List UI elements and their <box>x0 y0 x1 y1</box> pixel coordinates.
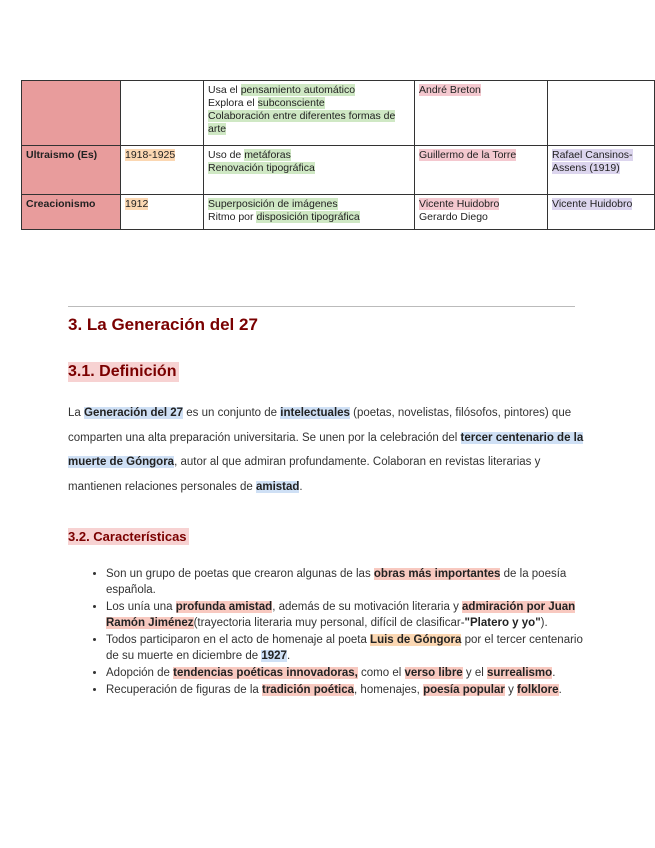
list-item: • Todos participaron en el acto de homenaje al poeta Luis de Góngora por el tercer centenario de su muerte en diciembre de 1927. <box>106 632 596 664</box>
feature-line: Explora el subconsciente <box>208 97 325 109</box>
horizontal-divider <box>68 306 575 307</box>
table-row <box>22 195 655 230</box>
characteristics-list <box>88 566 596 699</box>
feature-line: Colaboración entre diferentes formas de arte <box>208 110 396 135</box>
vanguard-movements-table <box>21 80 655 230</box>
feature-line: Superposición de imágenes <box>208 198 338 210</box>
definition-heading: 3.1. Definición <box>68 362 179 382</box>
years-cell: 1918-1925 <box>121 146 204 195</box>
features-cell <box>204 146 415 195</box>
precursor-cell: Vicente Huidobro <box>548 195 655 230</box>
authors-cell: André Breton <box>415 81 548 146</box>
list-item: • Recuperación de figuras de la tradición poética, homenajes, poesía popular y folklore. <box>106 682 596 698</box>
movement-name-cell: Ultraismo (Es) <box>22 146 121 195</box>
features-cell <box>204 195 415 230</box>
movement-name-cell <box>22 81 121 146</box>
authors-cell: Vicente Huidobro Gerardo Diego <box>415 195 548 230</box>
years-cell: 1912 <box>121 195 204 230</box>
table-row <box>22 146 655 195</box>
section-title: 3. La Generación del 27 <box>68 315 258 334</box>
definition-paragraph: La Generación del 27 es un conjunto de intelectuales (poetas, novelistas, filósofos, pintores) que comparten una alta preparación universitaria. Se unen por la celebración del tercer centenario de la muerte de Góngora, autor al que admiran profundamente. Colaboran en revistas literarias y mantienen relaciones personales de amistad. <box>68 407 584 493</box>
list-item: • Son un grupo de poetas que crearon algunas de las obras más importantes de la poesía española. <box>106 566 596 598</box>
movement-name-cell: Creacionismo <box>22 195 121 230</box>
feature-line: Renovación tipográfica <box>208 162 315 174</box>
features-cell <box>204 81 415 146</box>
precursor-cell <box>548 81 655 146</box>
authors-cell: Guillermo de la Torre <box>415 146 548 195</box>
feature-line: Ritmo por disposición tipográfica <box>208 211 360 223</box>
list-item: • Los unía una profunda amistad, además de su motivación literaria y admiración por Juan Ramón Jiménez(trayectoria literaria muy personal, difícil de clasificar-"Platero y yo"). <box>106 599 596 631</box>
precursor-cell: Rafael Cansinos-Assens (1919) <box>548 146 655 195</box>
feature-line: Usa el pensamiento automático <box>208 84 356 96</box>
years-cell <box>121 81 204 146</box>
table-row <box>22 81 655 146</box>
list-item: • Adopción de tendencias poéticas innovadoras, como el verso libre y el surrealismo. <box>106 665 596 681</box>
feature-line: Uso de metáforas <box>208 149 291 161</box>
characteristics-heading: 3.2. Características <box>68 529 187 544</box>
